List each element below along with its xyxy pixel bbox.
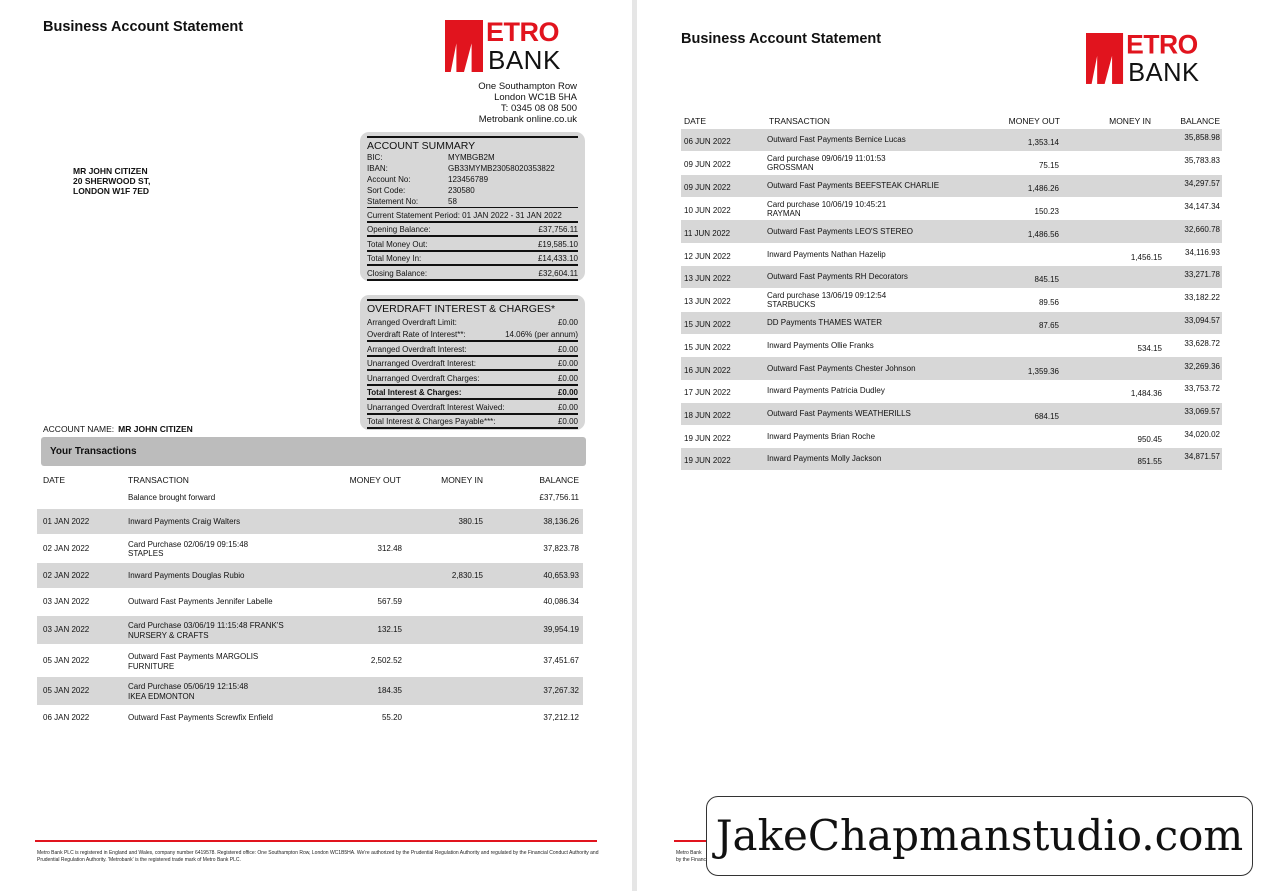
transaction-row bbox=[681, 266, 1222, 288]
transaction-description: Outward Fast Payments Screwfix Enfield bbox=[128, 713, 273, 722]
transaction-row bbox=[681, 335, 1222, 357]
iban-row: IBAN: GB33MYMB23058020353822 bbox=[367, 164, 555, 173]
transaction-row bbox=[681, 357, 1222, 380]
page-title: Business Account Statement bbox=[681, 31, 882, 47]
transaction-balance: 37,267.32 bbox=[543, 686, 579, 695]
transaction-balance: 34,020.02 bbox=[1184, 429, 1220, 439]
transaction-description: Card purchase 09/06/19 11:01:53 GROSSMAN bbox=[767, 153, 886, 172]
transaction-date: 15 JUN 2022 bbox=[684, 320, 731, 329]
transaction-row bbox=[37, 536, 583, 561]
transaction-money-out: 1,486.26 bbox=[1027, 184, 1059, 193]
transaction-date: 03 JAN 2022 bbox=[43, 625, 90, 634]
transaction-date: 02 JAN 2022 bbox=[43, 543, 90, 553]
transaction-date: 17 JUN 2022 bbox=[684, 388, 731, 397]
transaction-description: Inward Payments Ollie Franks bbox=[767, 341, 874, 350]
transaction-money-out: 87.65 bbox=[1038, 321, 1059, 330]
transaction-balance: 34,297.57 bbox=[1184, 179, 1220, 188]
transaction-money-in: 2,830.15 bbox=[451, 570, 483, 580]
transaction-row bbox=[37, 563, 583, 588]
transaction-date: 02 JAN 2022 bbox=[43, 570, 90, 580]
customer-address bbox=[73, 166, 150, 196]
transaction-balance: 35,783.83 bbox=[1184, 155, 1220, 165]
transaction-date: 05 JAN 2022 bbox=[43, 686, 90, 695]
transaction-row bbox=[681, 151, 1222, 174]
transaction-money-out: 150.23 bbox=[1034, 206, 1059, 216]
column-money-out: MONEY OUT bbox=[349, 475, 401, 485]
transaction-row bbox=[37, 677, 583, 705]
transaction-description: Outward Fast Payments Jennifer Labelle bbox=[128, 596, 273, 606]
arranged-interest-row: Arranged Overdraft Interest: £0.00 bbox=[367, 340, 578, 355]
statement-page-1 bbox=[0, 0, 632, 891]
transaction-date: 19 JUN 2022 bbox=[684, 456, 731, 465]
unarranged-interest-row: Unarranged Overdraft Interest: £0.00 bbox=[367, 355, 578, 370]
transaction-description: Inward Payments Molly Jackson bbox=[767, 454, 882, 463]
transaction-money-out: 845.15 bbox=[1034, 275, 1059, 284]
transaction-date: 09 JUN 2022 bbox=[684, 183, 731, 192]
transaction-money-out: 75.15 bbox=[1038, 160, 1059, 170]
transaction-balance: 40,653.93 bbox=[543, 570, 579, 580]
column-balance: BALANCE bbox=[539, 475, 579, 485]
transaction-description: Card purchase 10/06/19 10:45:21 RAYMAN bbox=[767, 199, 887, 218]
total-interest-row: Total Interest & Charges: £0.00 bbox=[367, 384, 578, 399]
transaction-money-out: 132.15 bbox=[377, 625, 402, 634]
transaction-balance: 33,069.57 bbox=[1184, 407, 1220, 416]
bank-address bbox=[478, 81, 577, 125]
transaction-money-out: 1,486.56 bbox=[1027, 229, 1059, 239]
account-name-line bbox=[43, 424, 193, 434]
account-name-label: ACCOUNT NAME: bbox=[43, 424, 115, 434]
transaction-row bbox=[681, 175, 1222, 197]
transaction-balance: 33,094.57 bbox=[1184, 316, 1220, 325]
metro-bank-logo bbox=[1086, 30, 1215, 87]
account-name-value: MR JOHN CITIZEN bbox=[118, 424, 193, 434]
unarranged-charges-row: Unarranged Overdraft Charges: £0.00 bbox=[367, 369, 578, 384]
transaction-date: 10 JUN 2022 bbox=[684, 205, 731, 215]
interest-waived-row: Unarranged Overdraft Interest Waived: £0.00 bbox=[367, 398, 578, 413]
sort-code-row: Sort Code: 230580 bbox=[367, 186, 475, 195]
opening-balance-row: Opening Balance: £37,756.11 bbox=[367, 221, 578, 236]
column-date: DATE bbox=[43, 475, 66, 485]
transaction-balance: 38,136.26 bbox=[543, 516, 579, 526]
account-summary-box bbox=[360, 132, 585, 281]
transaction-money-out: 312.48 bbox=[377, 543, 402, 553]
transaction-row bbox=[681, 288, 1222, 311]
transaction-date: 12 JUN 2022 bbox=[684, 252, 731, 261]
transaction-description: Outward Fast Payments WEATHERILLS bbox=[767, 409, 911, 418]
watermark-banner: JakeChapmanstudio.com bbox=[706, 796, 1253, 876]
column-balance: BALANCE bbox=[1180, 116, 1220, 126]
transaction-row bbox=[37, 616, 583, 644]
column-money-in: MONEY IN bbox=[441, 475, 483, 485]
transaction-date: 11 JUN 2022 bbox=[684, 228, 731, 238]
transaction-row bbox=[37, 509, 583, 534]
brought-forward-label: Balance brought forward bbox=[128, 493, 216, 502]
transaction-date: 06 JUN 2022 bbox=[684, 137, 731, 146]
account-number-row: Account No: 123456789 bbox=[367, 175, 489, 184]
transaction-balance: 33,271.78 bbox=[1184, 270, 1220, 279]
statement-period: Current Statement Period: 01 JAN 2022 - 31 JAN 2022 bbox=[367, 207, 578, 221]
transaction-row bbox=[37, 708, 583, 728]
transaction-description: Inward Payments Craig Walters bbox=[128, 516, 241, 526]
transaction-row bbox=[681, 244, 1222, 266]
statement-page-2 bbox=[637, 0, 1268, 891]
column-money-out: MONEY OUT bbox=[1008, 116, 1060, 126]
transaction-description: Card Purchase 03/06/19 11:15:48 FRANK'S NURSERY & CRAFTS bbox=[128, 621, 284, 640]
page-title: Business Account Statement bbox=[43, 19, 244, 35]
transaction-description: Inward Payments Patricia Dudley bbox=[767, 386, 885, 395]
transaction-money-out: 2,502.52 bbox=[370, 656, 402, 665]
transaction-row bbox=[37, 590, 583, 613]
overdraft-limit-row: Arranged Overdraft Limit: £0.00 bbox=[367, 317, 578, 327]
transaction-description: Inward Payments Brian Roche bbox=[767, 431, 876, 441]
transaction-description: Card Purchase 02/06/19 09:15:48 STAPLES bbox=[128, 539, 249, 558]
transaction-money-out: 55.20 bbox=[381, 713, 402, 722]
transaction-money-in: 380.15 bbox=[458, 516, 483, 526]
overdraft-rate-row: Overdraft Rate of Interest**: 14.06% (per annum) bbox=[367, 330, 578, 339]
total-money-out-row: Total Money Out: £19,585.10 bbox=[367, 235, 578, 250]
logo-text-etro: ETRO bbox=[486, 17, 560, 47]
transaction-balance: 39,954.19 bbox=[543, 625, 579, 634]
transaction-row bbox=[681, 380, 1222, 402]
total-money-in-row: Total Money In: £14,433.10 bbox=[367, 250, 578, 265]
metro-m-mark bbox=[1086, 33, 1123, 84]
transaction-money-out: 1,353.14 bbox=[1027, 138, 1059, 147]
overdraft-heading: OVERDRAFT INTEREST & CHARGES* bbox=[367, 303, 556, 315]
footer-legal-text: Metro Bank by the Financ bbox=[676, 850, 707, 863]
transaction-money-out: 89.56 bbox=[1038, 297, 1059, 307]
transaction-row bbox=[681, 129, 1222, 151]
footer-legal-text: Metro Bank PLC is registered in England and Wales, company number 6419578. Registered office: One Southampton Row, London WC1B5HA. We're authorized by the Prudential Regulation Authority and regulated by the Financial Conduct Authority and Prudential Regulation Authority. 'Metrobank' is the registered trade mark of Metro Bank PLC. bbox=[37, 850, 599, 863]
transaction-balance: 32,660.78 bbox=[1184, 224, 1220, 234]
transaction-row bbox=[681, 425, 1222, 448]
transaction-balance: 33,182.22 bbox=[1184, 292, 1220, 302]
transaction-row bbox=[681, 448, 1222, 470]
metro-bank-logo bbox=[445, 17, 577, 75]
logo-text-bank: BANK bbox=[1128, 57, 1200, 87]
transaction-balance: 33,753.72 bbox=[1184, 384, 1220, 393]
transaction-description: Outward Fast Payments Bernice Lucas bbox=[767, 135, 906, 144]
customer-city: LONDON W1F 7ED bbox=[73, 186, 150, 196]
column-money-in: MONEY IN bbox=[1109, 116, 1151, 126]
transactions-heading: Your Transactions bbox=[41, 437, 586, 466]
transaction-date: 05 JAN 2022 bbox=[43, 656, 90, 665]
interest-payable-row: Total Interest & Charges Payable***: £0.00 bbox=[367, 413, 578, 428]
transaction-description: Outward Fast Payments LEO'S STEREO bbox=[767, 226, 914, 236]
logo-text-etro: ETRO bbox=[1126, 30, 1198, 60]
transaction-row bbox=[37, 647, 583, 675]
bic-row: BIC: MYMBGB2M bbox=[367, 153, 495, 162]
transaction-description: Outward Fast Payments MARGOLIS FURNITURE bbox=[128, 652, 259, 671]
transaction-description: Outward Fast Payments BEEFSTEAK CHARLIE bbox=[767, 181, 940, 190]
transaction-row bbox=[681, 220, 1222, 243]
transaction-balance: 34,871.57 bbox=[1184, 452, 1220, 461]
transaction-balance: 37,212.12 bbox=[543, 713, 579, 722]
transaction-money-in: 534.15 bbox=[1137, 344, 1162, 353]
transaction-row bbox=[681, 403, 1222, 425]
address-line: T: 0345 08 08 500 bbox=[500, 103, 577, 114]
transaction-row bbox=[681, 312, 1222, 334]
overdraft-charges-box bbox=[360, 295, 585, 430]
transactions-column-headers bbox=[0, 475, 632, 487]
transaction-money-in: 950.45 bbox=[1137, 434, 1162, 444]
transaction-balance: 33,628.72 bbox=[1184, 339, 1220, 348]
transaction-description: Card purchase 13/06/19 09:12:54 STARBUCKS bbox=[767, 290, 887, 309]
transaction-money-out: 684.15 bbox=[1034, 412, 1059, 421]
transaction-description: Outward Fast Payments RH Decorators bbox=[767, 272, 908, 281]
transaction-description: DD Payments THAMES WATER bbox=[767, 318, 882, 327]
transaction-balance: 37,451.67 bbox=[543, 656, 579, 665]
transaction-balance: 35,858.98 bbox=[1184, 133, 1220, 142]
logo-text-bank: BANK bbox=[488, 45, 561, 75]
transaction-date: 13 JUN 2022 bbox=[684, 274, 731, 283]
transaction-date: 18 JUN 2022 bbox=[684, 411, 731, 420]
address-line: London WC1B 5HA bbox=[494, 92, 577, 103]
closing-balance-row: Closing Balance: £32,604.11 bbox=[367, 264, 578, 279]
transaction-money-in: 1,456.15 bbox=[1130, 253, 1162, 262]
statement-number-row: Statement No: 58 bbox=[367, 197, 457, 206]
balance-brought-forward-row bbox=[37, 491, 583, 505]
transaction-money-in: 1,484.36 bbox=[1130, 389, 1162, 398]
transaction-date: 06 JAN 2022 bbox=[43, 713, 90, 722]
column-transaction: TRANSACTION bbox=[769, 116, 830, 126]
transaction-money-in: 851.55 bbox=[1137, 457, 1162, 466]
transaction-date: 09 JUN 2022 bbox=[684, 159, 731, 169]
transaction-row bbox=[681, 197, 1222, 220]
customer-street: 20 SHERWOOD ST, bbox=[73, 176, 151, 186]
transaction-date: 15 JUN 2022 bbox=[684, 343, 731, 352]
transaction-date: 13 JUN 2022 bbox=[684, 296, 731, 306]
customer-name: MR JOHN CITIZEN bbox=[73, 166, 148, 176]
column-transaction: TRANSACTION bbox=[128, 475, 189, 485]
transaction-date: 03 JAN 2022 bbox=[43, 596, 90, 606]
transaction-money-out: 1,359.36 bbox=[1027, 366, 1059, 376]
transaction-money-out: 184.35 bbox=[377, 686, 402, 695]
transaction-description: Card Purchase 05/06/19 12:15:48 IKEA EDMONTON bbox=[128, 682, 249, 701]
transaction-description: Outward Fast Payments Chester Johnson bbox=[767, 363, 916, 373]
transaction-balance: 37,823.78 bbox=[543, 543, 579, 553]
metro-m-mark bbox=[445, 20, 483, 72]
transaction-balance: 32,269.36 bbox=[1184, 361, 1220, 371]
transactions-column-headers bbox=[637, 116, 1268, 128]
footer-rule bbox=[35, 840, 597, 842]
transaction-balance: 34,116.93 bbox=[1185, 248, 1220, 257]
transaction-description: Inward Payments Nathan Hazelip bbox=[767, 250, 886, 259]
brought-forward-balance: £37,756.11 bbox=[539, 493, 579, 502]
transaction-balance: 34,147.34 bbox=[1184, 201, 1220, 211]
column-date: DATE bbox=[684, 116, 707, 126]
transaction-date: 01 JAN 2022 bbox=[43, 516, 90, 526]
transaction-money-out: 567.59 bbox=[377, 596, 402, 606]
transaction-date: 16 JUN 2022 bbox=[684, 365, 731, 375]
transaction-date: 19 JUN 2022 bbox=[684, 433, 731, 443]
account-summary-heading: ACCOUNT SUMMARY bbox=[367, 140, 476, 152]
transaction-description: Inward Payments Douglas Rubio bbox=[128, 570, 245, 580]
transaction-balance: 40,086.34 bbox=[543, 596, 579, 606]
address-line: Metrobank online.co.uk bbox=[478, 114, 577, 125]
address-line: One Southampton Row bbox=[478, 81, 577, 92]
